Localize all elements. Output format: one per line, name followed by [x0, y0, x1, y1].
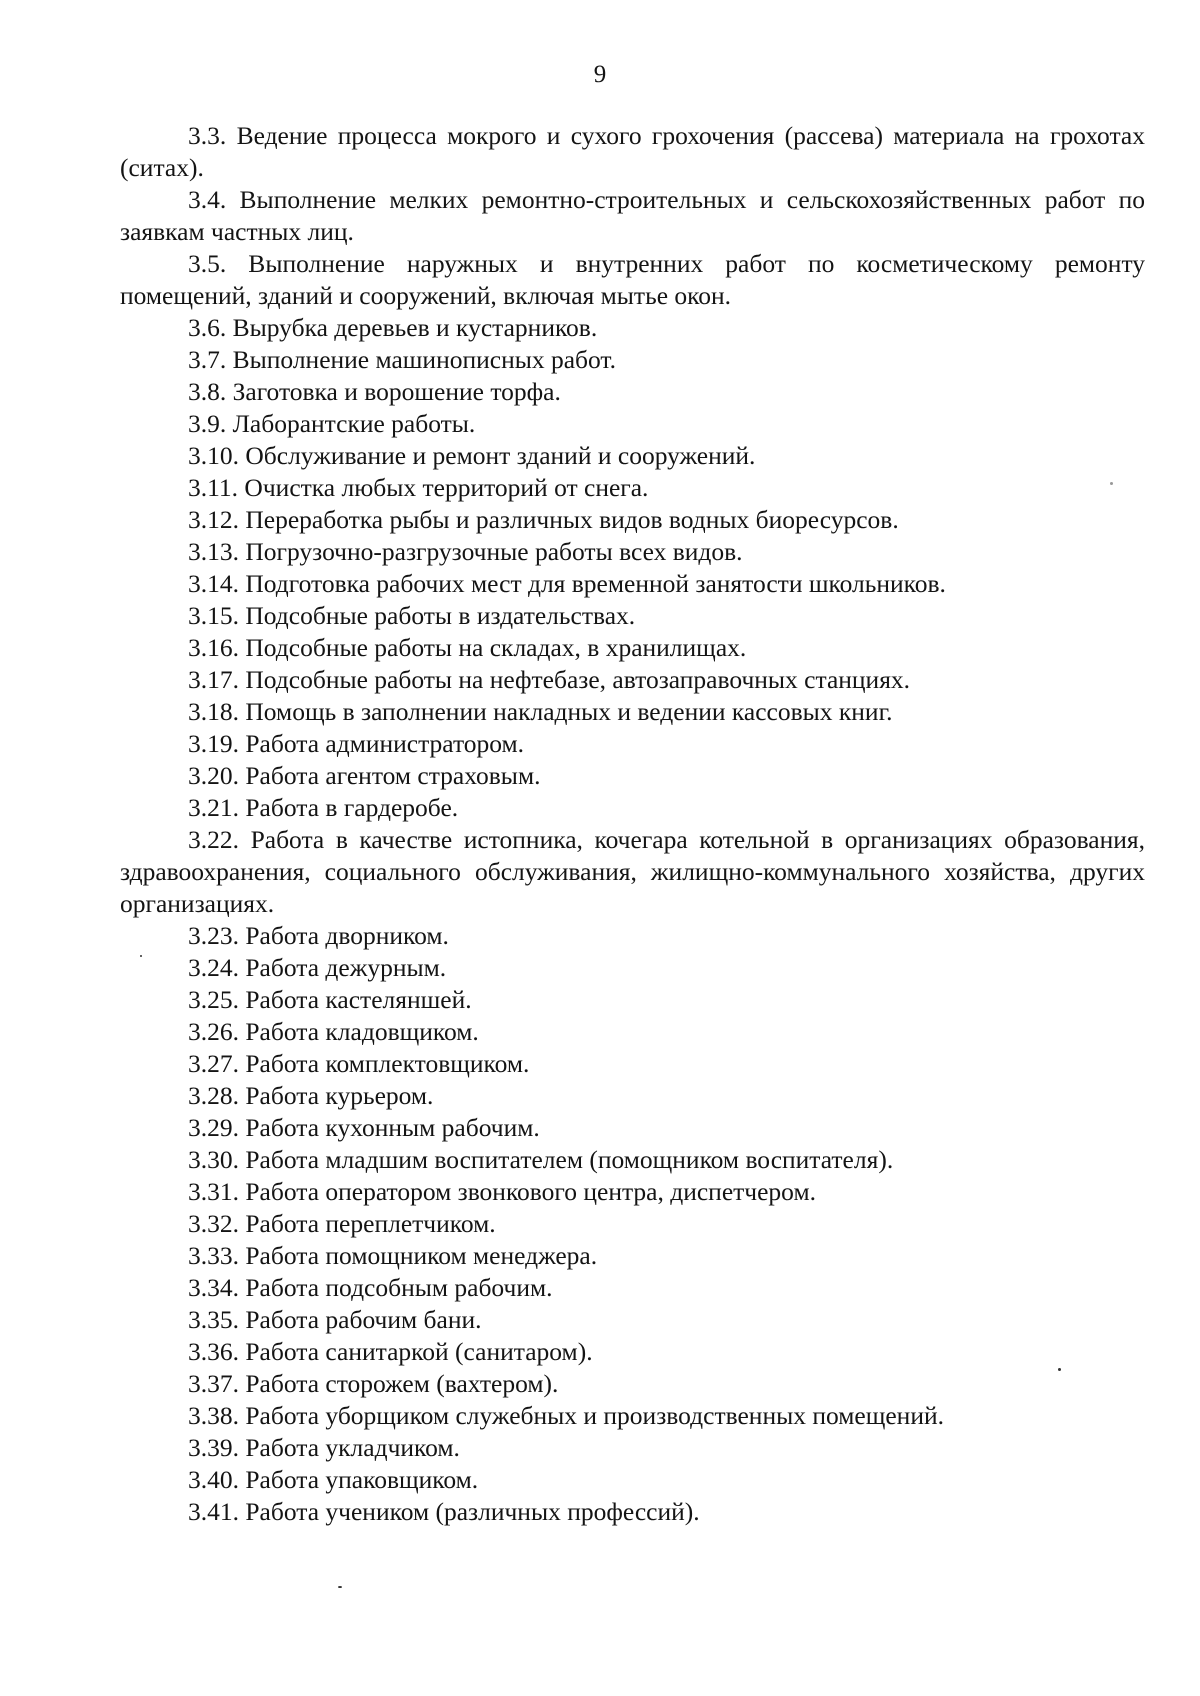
list-item: 3.40. Работа упаковщиком. [188, 1465, 479, 1494]
list-item: 3.28. Работа курьером. [188, 1081, 434, 1110]
page-number: 9 [593, 61, 607, 88]
list-item: 3.37. Работа сторожем (вахтером). [188, 1369, 559, 1398]
list-item: 3.7. Выполнение машинописных работ. [188, 345, 617, 374]
list-item: 3.22. Работа в качестве истопника, кочегара котельной в организациях образования, здравоохранения, социального обслуживания, жилищно-коммунального хозяйства, других организациях. [120, 825, 1145, 918]
list-item: 3.15. Подсобные работы в издательствах. [188, 601, 636, 630]
list-item: 3.14. Подготовка рабочих мест для временной занятости школьников. [188, 569, 946, 598]
list-item: 3.4. Выполнение мелких ремонтно-строительных и сельскохозяйственных работ по заявкам частных лиц. [120, 185, 1145, 246]
list-item: 3.8. Заготовка и ворошение торфа. [188, 377, 561, 406]
list-item: 3.5. Выполнение наружных и внутренних работ по косметическому ремонту помещений, зданий и сооружений, включая мытье окон. [120, 249, 1145, 310]
list-item: 3.21. Работа в гардеробе. [188, 793, 459, 822]
list-item: 3.12. Переработка рыбы и различных видов водных биоресурсов. [188, 505, 899, 534]
list-item: 3.19. Работа администратором. [188, 729, 525, 758]
numbered-list [120, 120, 1145, 1528]
list-item: 3.39. Работа укладчиком. [188, 1433, 460, 1462]
list-item: 3.23. Работа дворником. [188, 921, 449, 950]
scan-speck [1110, 482, 1113, 485]
list-item: 3.27. Работа комплектовщиком. [188, 1049, 530, 1078]
list-item: 3.16. Подсобные работы на складах, в хранилищах. [188, 633, 747, 662]
list-item: 3.11. Очистка любых территорий от снега. [188, 473, 649, 502]
list-item: 3.36. Работа санитаркой (санитаром). [188, 1337, 593, 1366]
list-item: 3.34. Работа подсобным рабочим. [188, 1273, 553, 1302]
list-item: 3.31. Работа оператором звонкового центра, диспетчером. [188, 1177, 816, 1206]
scan-speck [140, 955, 142, 957]
list-item: 3.30. Работа младшим воспитателем (помощником воспитателя). [188, 1145, 894, 1174]
scan-speck [1058, 1368, 1061, 1371]
list-item: 3.33. Работа помощником менеджера. [188, 1241, 598, 1270]
list-item: 3.38. Работа уборщиком служебных и производственных помещений. [188, 1401, 944, 1430]
list-item: 3.18. Помощь в заполнении накладных и ведении кассовых книг. [188, 697, 893, 726]
list-item: 3.13. Погрузочно-разгрузочные работы всех видов. [188, 537, 743, 566]
list-item: 3.32. Работа переплетчиком. [188, 1209, 496, 1238]
list-item: 3.25. Работа кастеляншей. [188, 985, 472, 1014]
list-item: 3.35. Работа рабочим бани. [188, 1305, 482, 1334]
scan-speck [338, 1586, 342, 1588]
list-item: 3.26. Работа кладовщиком. [188, 1017, 479, 1046]
list-item: 3.9. Лаборантские работы. [188, 409, 476, 438]
list-item: 3.29. Работа кухонным рабочим. [188, 1113, 540, 1142]
list-item: 3.10. Обслуживание и ремонт зданий и сооружений. [188, 441, 756, 470]
list-item: 3.41. Работа учеником (различных профессий). [188, 1497, 700, 1526]
list-item: 3.24. Работа дежурным. [188, 953, 447, 982]
list-item: 3.3. Ведение процесса мокрого и сухого грохочения (рассева) материала на грохотах (ситах). [120, 121, 1145, 182]
list-item: 3.20. Работа агентом страховым. [188, 761, 541, 790]
list-item: 3.6. Вырубка деревьев и кустарников. [188, 313, 598, 342]
list-item: 3.17. Подсобные работы на нефтебазе, автозаправочных станциях. [188, 665, 911, 694]
